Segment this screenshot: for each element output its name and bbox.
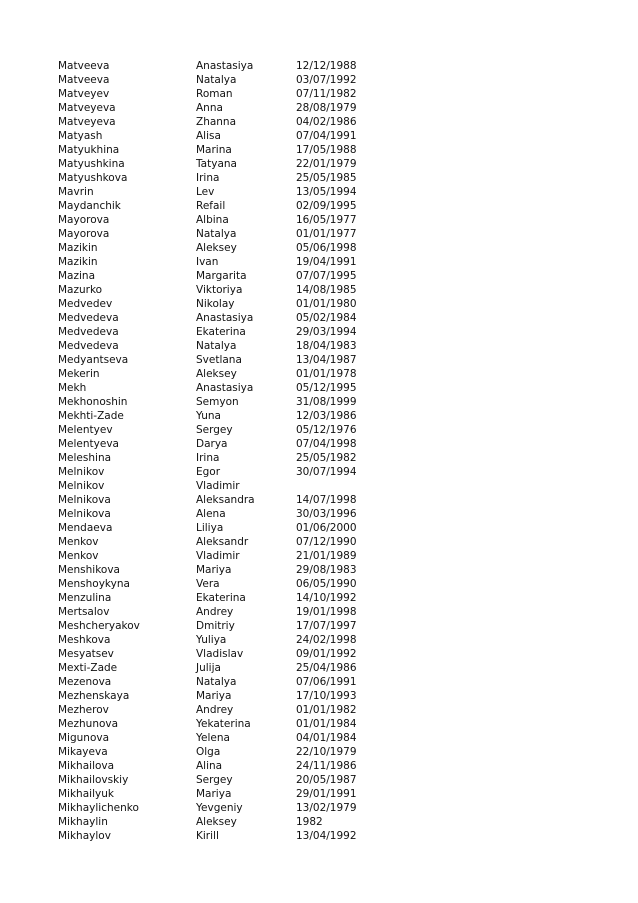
first-name-cell: Anastasiya: [196, 312, 254, 324]
list-row: [58, 101, 618, 115]
first-name-cell: Mariya: [196, 788, 232, 800]
first-name-cell: Svetlana: [196, 354, 242, 366]
date-cell: 12/03/1986: [296, 410, 357, 422]
list-row: [58, 493, 618, 507]
date-cell: 22/01/1979: [296, 158, 357, 170]
list-row: [58, 661, 618, 675]
surname-cell: Mekh: [58, 382, 87, 394]
list-row: [58, 59, 618, 73]
surname-cell: Melnikov: [58, 480, 105, 492]
first-name-cell: Natalya: [196, 340, 237, 352]
first-name-cell: Anna: [196, 102, 223, 114]
first-name-cell: Lev: [196, 186, 215, 198]
first-name-cell: Vladimir: [196, 550, 240, 562]
first-name-cell: Andrey: [196, 606, 234, 618]
first-name-cell: Anastasiya: [196, 382, 254, 394]
first-name-cell: Irina: [196, 452, 220, 464]
first-name-cell: Viktoriya: [196, 284, 243, 296]
list-row: [58, 241, 618, 255]
date-cell: 1982: [296, 816, 323, 828]
list-row: [58, 703, 618, 717]
first-name-cell: Vladislav: [196, 648, 244, 660]
first-name-cell: Andrey: [196, 704, 234, 716]
first-name-cell: Dmitriy: [196, 620, 235, 632]
list-row: [58, 451, 618, 465]
date-cell: 07/11/1982: [296, 88, 357, 100]
list-row: [58, 171, 618, 185]
date-cell: 01/06/2000: [296, 522, 357, 534]
date-cell: 30/03/1996: [296, 508, 357, 520]
list-row: [58, 227, 618, 241]
list-row: [58, 437, 618, 451]
surname-cell: Matyukhina: [58, 144, 120, 156]
surname-cell: Menkov: [58, 550, 99, 562]
surname-cell: Matveyev: [58, 88, 110, 100]
surname-cell: Mekerin: [58, 368, 100, 380]
first-name-cell: Kirill: [196, 830, 219, 842]
first-name-cell: Roman: [196, 88, 233, 100]
date-cell: 07/06/1991: [296, 676, 357, 688]
date-cell: 01/01/1984: [296, 718, 357, 730]
first-name-cell: Egor: [196, 466, 221, 478]
list-row: [58, 549, 618, 563]
first-name-cell: Irina: [196, 172, 220, 184]
list-row: [58, 647, 618, 661]
surname-cell: Mikhailyuk: [58, 788, 114, 800]
list-row: [58, 521, 618, 535]
list-row: [58, 801, 618, 815]
first-name-cell: Yelena: [196, 732, 230, 744]
first-name-cell: Aleksandra: [196, 494, 255, 506]
list-row: [58, 143, 618, 157]
surname-cell: Mikhaylin: [58, 816, 108, 828]
first-name-cell: Aleksey: [196, 368, 237, 380]
first-name-cell: Vladimir: [196, 480, 240, 492]
date-cell: 18/04/1983: [296, 340, 357, 352]
surname-cell: Medvedeva: [58, 326, 119, 338]
surname-cell: Medvedeva: [58, 340, 119, 352]
list-row: [58, 745, 618, 759]
list-row: [58, 577, 618, 591]
list-row: [58, 311, 618, 325]
surname-cell: Mesyatsev: [58, 648, 114, 660]
date-cell: 09/01/1992: [296, 648, 357, 660]
surname-cell: Mikhaylichenko: [58, 802, 139, 814]
date-cell: 29/08/1983: [296, 564, 357, 576]
list-row: [58, 269, 618, 283]
surname-cell: Mexti-Zade: [58, 662, 118, 674]
date-cell: 01/01/1980: [296, 298, 357, 310]
date-cell: 05/02/1984: [296, 312, 357, 324]
first-name-cell: Natalya: [196, 74, 237, 86]
date-cell: 13/05/1994: [296, 186, 357, 198]
date-cell: 28/08/1979: [296, 102, 357, 114]
date-cell: 01/01/1977: [296, 228, 357, 240]
surname-cell: Meshkova: [58, 634, 111, 646]
first-name-cell: Tatyana: [196, 158, 237, 170]
date-cell: 05/06/1998: [296, 242, 357, 254]
date-cell: 30/07/1994: [296, 466, 357, 478]
first-name-cell: Yuliya: [196, 634, 227, 646]
date-cell: 01/01/1982: [296, 704, 357, 716]
surname-cell: Matveeva: [58, 74, 110, 86]
surname-cell: Mezherov: [58, 704, 109, 716]
first-name-cell: Yekaterina: [196, 718, 251, 730]
first-name-cell: Refail: [196, 200, 226, 212]
surname-cell: Meshcheryakov: [58, 620, 140, 632]
surname-cell: Mazikin: [58, 256, 98, 268]
first-name-cell: Semyon: [196, 396, 239, 408]
first-name-cell: Zhanna: [196, 116, 237, 128]
surname-cell: Matveyeva: [58, 102, 116, 114]
date-cell: [296, 479, 396, 493]
surname-cell: Meleshina: [58, 452, 112, 464]
surname-cell: Medvedeva: [58, 312, 119, 324]
surname-cell: Mezhunova: [58, 718, 119, 730]
date-cell: 17/07/1997: [296, 620, 357, 632]
date-cell: 14/10/1992: [296, 592, 357, 604]
list-row: [58, 479, 618, 493]
list-row: [58, 759, 618, 773]
list-row: [58, 157, 618, 171]
date-cell: 06/05/1990: [296, 578, 357, 590]
list-row: [58, 87, 618, 101]
first-name-cell: Ekaterina: [196, 326, 246, 338]
date-cell: 19/01/1998: [296, 606, 357, 618]
list-row: [58, 297, 618, 311]
list-row: [58, 535, 618, 549]
first-name-cell: Natalya: [196, 228, 237, 240]
date-cell: 13/02/1979: [296, 802, 357, 814]
first-name-cell: Yuna: [196, 410, 221, 422]
surname-cell: Mekhti-Zade: [58, 410, 124, 422]
list-row: [58, 829, 618, 843]
first-name-cell: Mariya: [196, 690, 232, 702]
list-row: [58, 199, 618, 213]
surname-cell: Matyushkova: [58, 172, 128, 184]
date-cell: 17/10/1993: [296, 690, 357, 702]
surname-cell: Matyushkina: [58, 158, 125, 170]
first-name-cell: Sergey: [196, 424, 233, 436]
date-cell: 16/05/1977: [296, 214, 357, 226]
surname-cell: Menshikova: [58, 564, 120, 576]
surname-cell: Mayorova: [58, 214, 110, 226]
surname-cell: Matveyeva: [58, 116, 116, 128]
first-name-cell: Sergey: [196, 774, 233, 786]
surname-cell: Mikhaylov: [58, 830, 111, 842]
date-cell: 02/09/1995: [296, 200, 357, 212]
list-row: [58, 773, 618, 787]
surname-cell: Melnikov: [58, 466, 105, 478]
list-row: [58, 465, 618, 479]
first-name-cell: Anastasiya: [196, 60, 254, 72]
date-cell: 24/11/1986: [296, 760, 357, 772]
surname-cell: Mazurko: [58, 284, 103, 296]
first-name-cell: Julija: [196, 662, 221, 674]
date-cell: 07/04/1998: [296, 438, 357, 450]
first-name-cell: Marina: [196, 144, 232, 156]
list-row: [58, 213, 618, 227]
first-name-cell: Ivan: [196, 256, 219, 268]
date-cell: 13/04/1992: [296, 830, 357, 842]
list-row: [58, 325, 618, 339]
date-cell: 25/05/1985: [296, 172, 357, 184]
date-cell: 29/01/1991: [296, 788, 357, 800]
date-cell: 04/01/1984: [296, 732, 357, 744]
date-cell: 14/07/1998: [296, 494, 357, 506]
date-cell: 29/03/1994: [296, 326, 357, 338]
list-row: [58, 283, 618, 297]
list-row: [58, 507, 618, 521]
list-row: [58, 675, 618, 689]
date-cell: 05/12/1976: [296, 424, 357, 436]
surname-cell: Melnikova: [58, 508, 111, 520]
list-row: [58, 689, 618, 703]
first-name-cell: Aleksey: [196, 242, 237, 254]
date-cell: 19/04/1991: [296, 256, 357, 268]
surname-cell: Matveeva: [58, 60, 110, 72]
surname-cell: Mekhonoshin: [58, 396, 128, 408]
date-cell: 31/08/1999: [296, 396, 357, 408]
list-row: [58, 423, 618, 437]
first-name-cell: Darya: [196, 438, 228, 450]
first-name-cell: Alisa: [196, 130, 221, 142]
list-row: [58, 129, 618, 143]
surname-cell: Migunova: [58, 732, 110, 744]
first-name-cell: Olga: [196, 746, 221, 758]
first-name-cell: Liliya: [196, 522, 224, 534]
surname-cell: Mavrin: [58, 186, 94, 198]
surname-cell: Melentyeva: [58, 438, 119, 450]
surname-cell: Mayorova: [58, 228, 110, 240]
first-name-cell: Albina: [196, 214, 229, 226]
first-name-cell: Yevgeniy: [196, 802, 243, 814]
surname-cell: Maydanchik: [58, 200, 121, 212]
date-cell: 14/08/1985: [296, 284, 357, 296]
surname-cell: Mazikin: [58, 242, 98, 254]
date-cell: 25/05/1982: [296, 452, 357, 464]
list-row: [58, 815, 618, 829]
first-name-cell: Ekaterina: [196, 592, 246, 604]
list-row: [58, 353, 618, 367]
list-row: [58, 563, 618, 577]
surname-cell: Mendaeva: [58, 522, 113, 534]
date-cell: 25/04/1986: [296, 662, 357, 674]
list-row: [58, 717, 618, 731]
date-cell: 05/12/1995: [296, 382, 357, 394]
first-name-cell: Alina: [196, 760, 223, 772]
list-row: [58, 185, 618, 199]
list-row: [58, 591, 618, 605]
surname-cell: Mezhenskaya: [58, 690, 130, 702]
date-cell: 12/12/1988: [296, 60, 357, 72]
surname-cell: Melentyev: [58, 424, 113, 436]
list-row: [58, 255, 618, 269]
date-cell: 22/10/1979: [296, 746, 357, 758]
date-cell: 21/01/1989: [296, 550, 357, 562]
list-row: [58, 787, 618, 801]
surname-cell: Medyantseva: [58, 354, 129, 366]
surname-cell: Mertsalov: [58, 606, 110, 618]
date-cell: 04/02/1986: [296, 116, 357, 128]
surname-cell: Mikhailova: [58, 760, 115, 772]
surname-cell: Mikhailovskiy: [58, 774, 129, 786]
list-row: [58, 605, 618, 619]
date-cell: 07/12/1990: [296, 536, 357, 548]
surname-cell: Menkov: [58, 536, 99, 548]
list-row: [58, 73, 618, 87]
date-cell: 17/05/1988: [296, 144, 357, 156]
surname-cell: Mezenova: [58, 676, 112, 688]
list-row: [58, 619, 618, 633]
date-cell: 13/04/1987: [296, 354, 357, 366]
date-cell: 24/02/1998: [296, 634, 357, 646]
list-row: [58, 731, 618, 745]
list-row: [58, 395, 618, 409]
first-name-cell: Aleksey: [196, 816, 237, 828]
date-cell: 07/04/1991: [296, 130, 357, 142]
list-row: [58, 633, 618, 647]
name-list: [58, 59, 618, 843]
list-row: [58, 367, 618, 381]
surname-cell: Mikayeva: [58, 746, 108, 758]
first-name-cell: Alena: [196, 508, 226, 520]
surname-cell: Menshoykyna: [58, 578, 130, 590]
date-cell: 01/01/1978: [296, 368, 357, 380]
surname-cell: Medvedev: [58, 298, 113, 310]
first-name-cell: Vera: [196, 578, 220, 590]
date-cell: 20/05/1987: [296, 774, 357, 786]
list-row: [58, 115, 618, 129]
date-cell: 07/07/1995: [296, 270, 357, 282]
first-name-cell: Aleksandr: [196, 536, 249, 548]
surname-cell: Melnikova: [58, 494, 111, 506]
surname-cell: Matyash: [58, 130, 103, 142]
first-name-cell: Nikolay: [196, 298, 235, 310]
list-row: [58, 339, 618, 353]
surname-cell: Mazina: [58, 270, 96, 282]
list-row: [58, 381, 618, 395]
first-name-cell: Margarita: [196, 270, 247, 282]
date-cell: 03/07/1992: [296, 74, 357, 86]
first-name-cell: Mariya: [196, 564, 232, 576]
list-row: [58, 409, 618, 423]
surname-cell: Menzulina: [58, 592, 112, 604]
first-name-cell: Natalya: [196, 676, 237, 688]
